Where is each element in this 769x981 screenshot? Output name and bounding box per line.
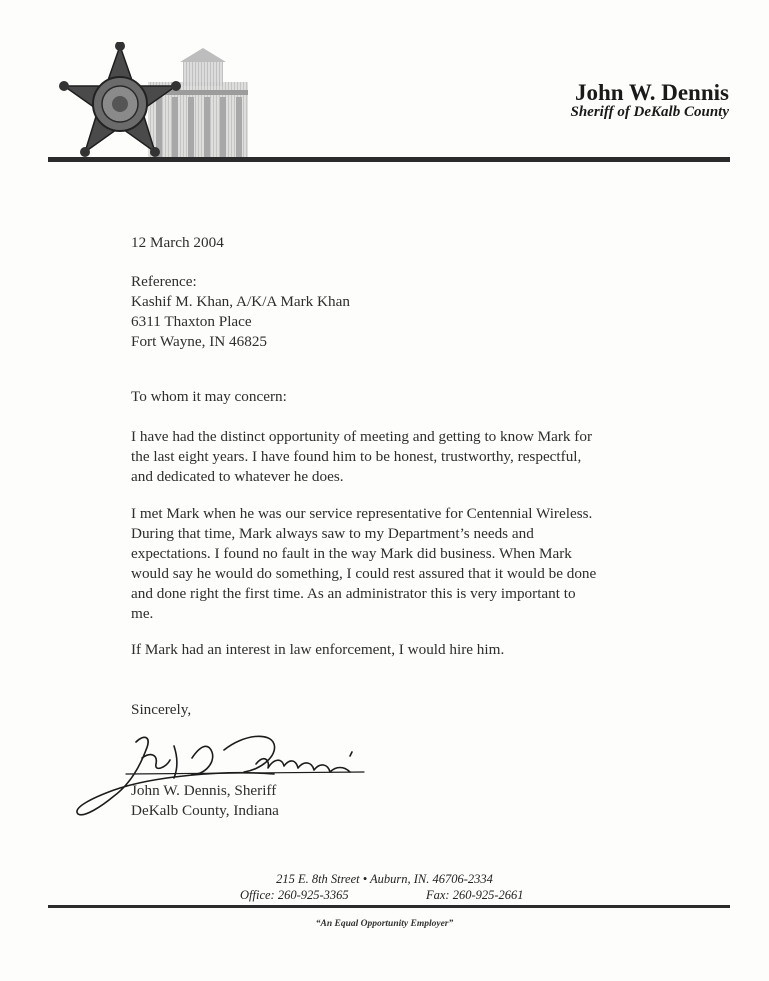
letterhead-name: John W. Dennis (574, 80, 729, 105)
sheriff-star-courthouse-logo (48, 42, 254, 170)
paragraph-line: I met Mark when he was our service representative for Centennial Wireless. (131, 505, 593, 522)
reference-city: Fort Wayne, IN 46825 (131, 333, 268, 350)
closing: Sincerely, (131, 701, 192, 718)
paragraph-line: During that time, Mark always saw to my Department’s needs and (131, 525, 534, 542)
letter-date: 12 March 2004 (131, 234, 224, 251)
paragraph-line: and dedicated to whatever he does. (131, 468, 344, 485)
footer-fax: Fax: 260-925-2661 (426, 888, 524, 902)
footer-divider (48, 905, 730, 908)
signer-office: DeKalb County, Indiana (131, 802, 279, 819)
footer-address: 215 E. 8th Street • Auburn, IN. 46706-2334 (276, 872, 493, 886)
letterhead-title: Sheriff of DeKalb County (570, 104, 729, 120)
paragraph-line: I have had the distinct opportunity of meeting and getting to know Mark for (131, 428, 593, 445)
paragraph-line: me. (131, 605, 154, 622)
paragraph-line: and done right the first time. As an administrator this is very important to (131, 585, 576, 602)
paragraph-1 (131, 427, 592, 487)
letterhead-divider (48, 157, 730, 162)
signer-name: John W. Dennis, Sheriff (131, 782, 277, 799)
reference-name: Kashif M. Khan, A/K/A Mark Khan (131, 293, 350, 310)
paragraph-line: the last eight years. I have found him to be honest, trustworthy, respectful, (131, 448, 582, 465)
paragraph-line: would say he would do something, I could rest assured that it would be done (131, 565, 597, 582)
reference-label: Reference: (131, 273, 197, 290)
courthouse-illustration (148, 48, 248, 162)
footer-motto: “An Equal Opportunity Employer” (315, 919, 454, 929)
paragraph-3 (131, 640, 504, 660)
paragraph-line: If Mark had an interest in law enforcement, I would hire him. (131, 641, 505, 658)
paragraph-2 (131, 504, 596, 624)
salutation: To whom it may concern: (131, 388, 287, 405)
signature-block (131, 781, 279, 821)
reference-block (131, 272, 350, 352)
footer-office-phone: Office: 260-925-3365 (240, 888, 349, 902)
reference-street: 6311 Thaxton Place (131, 313, 252, 330)
paragraph-line: expectations. I found no fault in the way Mark did business. When Mark (131, 545, 572, 562)
